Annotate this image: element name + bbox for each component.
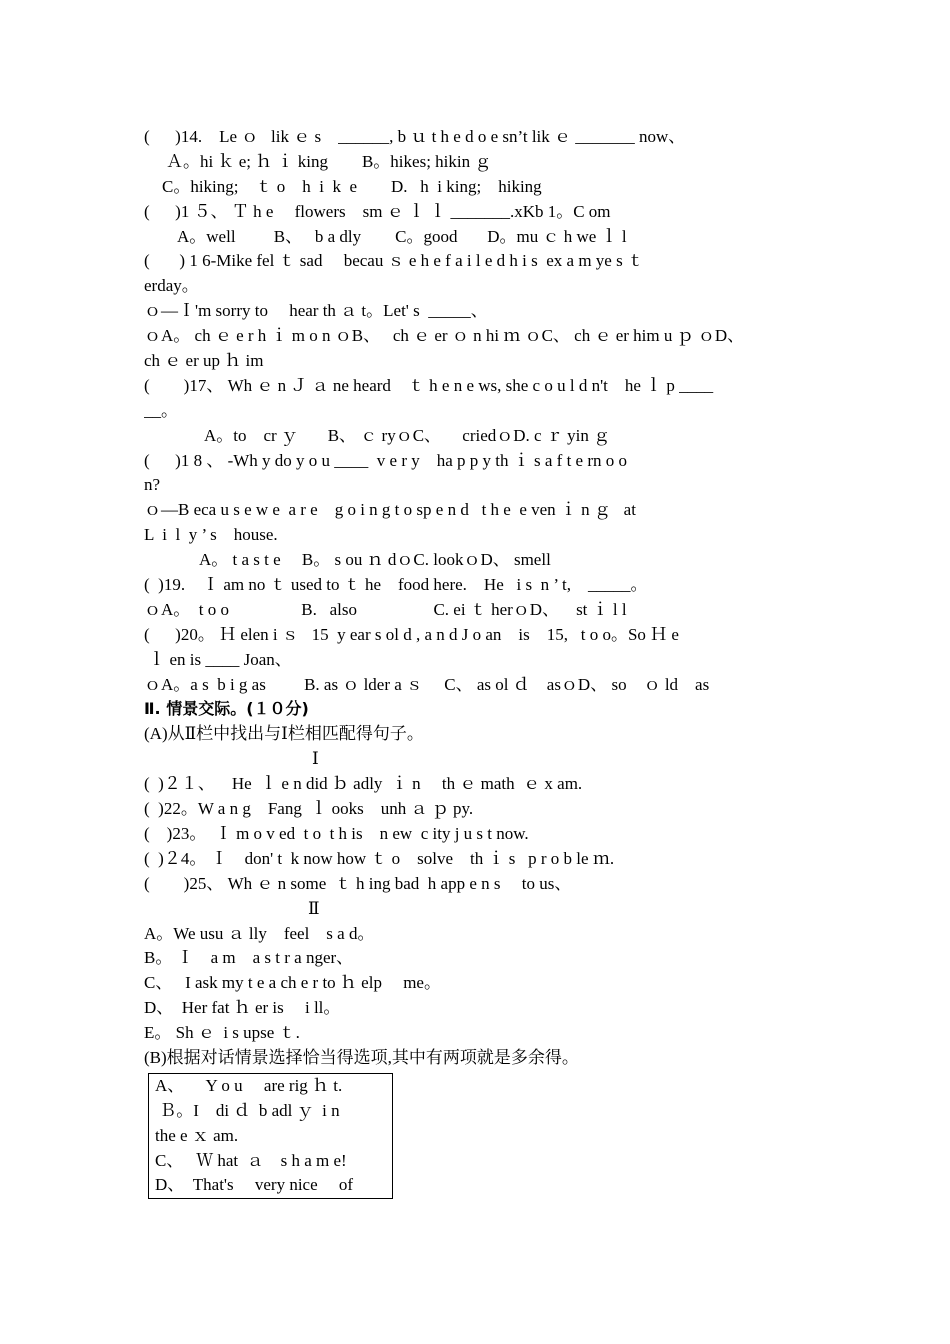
q15-options: A。well B、 b a dly C。good D。mu ｃ h we ｌ l	[177, 226, 627, 246]
box-option-a: A、 Y o u are rig ｈ t.	[155, 1075, 343, 1095]
q16-dialog: ｏ—Ｉ'm sorry to hear th ａ t。Let' s _____、	[144, 301, 488, 321]
q16-options: ｏA。 ch ｅ e r h ｉ m o n ｏB、 ch ｅ er ｏ n hi ｍ ｏC、 ch ｅ er him u ｐ ｏD、	[144, 326, 745, 346]
q16-stem-cont: erday。	[144, 276, 199, 296]
match-item-22: ( )22。W a n g Fang ｌ ooks unh ａ ｐ py.	[144, 799, 474, 819]
q18-options: A。 t a s t e B。 s ou ｎ dｏC. lookｏD、 smell	[199, 550, 551, 570]
match-item-25: ( )25、 Wh ｅ n some ｔ h ing bad h app e n s to us、	[144, 873, 572, 893]
q18-dialog: ｏ—B eca u s e w e a r e g o i n g t o sp e n d t h e e ven ｉ n ｇ at	[144, 500, 636, 520]
q17-options: A。to cr ｙ B、 ｃ ryｏC、 criedｏD. c ｒ yin ｇ	[204, 425, 611, 445]
part-a-instruction: (A)从Ⅱ栏中找出与Ⅰ栏相匹配得句子。	[144, 724, 424, 744]
q18-dialog-cont: L i l y ’ s house.	[144, 525, 278, 545]
q14-options-ab: Ａ。hi ｋ e; ｈ ｉ king B。hikes; hikin ｇ	[166, 151, 492, 171]
q15-stem: ( )1 ５、 Ｔ h e flowers sm ｅ ｌ ｌ _______.xKb 1。C om	[144, 201, 611, 221]
q16-stem: ( ) 1 6-Mike fel ｔ sad becau ｓ e h e f a i l e d h i s ex a m ye s ｔ	[144, 251, 644, 271]
response-d: D、 Her fat ｈ er is i ll。	[144, 998, 341, 1018]
q18-stem-cont: n?	[144, 475, 161, 495]
q20-stem-cont: ｌ en is ____ Joan、	[144, 649, 292, 669]
box-option-b-cont: the e ｘ am.	[155, 1125, 239, 1145]
match-item-21: ( )２１、 He ｌ e n did ｂ adly ｉ n th ｅ math ｅ x am.	[144, 774, 583, 794]
q16-options-cont: ch ｅ er up ｈ im	[144, 351, 264, 371]
q20-options: ｏA。a s b i g as B. as ｏ lder a ｓ C、 as ol ｄ asｏD、 so ｏ ld as	[144, 674, 710, 694]
response-c: C、 I ask my t e a ch e r to ｈ elp me。	[144, 973, 441, 993]
q14-stem: ( )14. Le ｏ lik ｅ s ______, b ｕ t h e d o e sn’t lik ｅ _______ now、	[144, 127, 686, 146]
part-b-instruction: (B)根据对话情景选择恰当得选项,其中有两项就是多余得。	[144, 1047, 579, 1067]
options-box	[148, 1073, 393, 1199]
q19-stem: ( )19. Ｉ am no ｔ used to ｔ he food here. He i s n ’ t, _____。	[144, 575, 648, 595]
column-two-label: Ⅱ	[308, 898, 320, 918]
box-option-d: D、 That's very nice of	[155, 1175, 354, 1195]
match-item-24: ( )２4。 Ｉ don' t k now how ｔ o solve th ｉ s p r o b le ｍ.	[144, 848, 615, 868]
q14-options-cd: C。hiking; ｔ o h i k e D. h i king; hiking	[162, 176, 542, 196]
response-e: E。 Sh ｅ i s upse ｔ.	[144, 1023, 300, 1043]
q19-options: ｏA。 t o o B. also C. ei ｔ herｏD、 st ｉ l l	[144, 599, 627, 619]
match-item-23: ( )23。 Ｉ m o v ed t o t h is n ew c ity j u s t now.	[144, 823, 529, 843]
exam-content	[144, 125, 808, 1199]
box-option-c: C、 Ｗ hat ａ s h a m e!	[155, 1150, 347, 1170]
section-heading: Ⅱ. 情景交际。(１０分)	[144, 699, 309, 719]
q17-stem: ( )17、 Wh ｅ n Ｊ ａ ne heard ｔ h e n e ws, she c o u l d n't he ｌ p ____	[144, 375, 714, 395]
q18-stem: ( )1 8 、 -Wh y do y o u ____ v e r y ha p p y th ｉ s a f t e rn o o	[144, 450, 628, 470]
response-a: A。We usu ａ lly feel s a d。	[144, 923, 375, 943]
q17-stem-cont: __。	[144, 400, 178, 420]
column-one-label: Ⅰ	[312, 749, 319, 769]
response-b: B。 Ｉ a m a s t r a nger、	[144, 948, 354, 968]
box-option-b: Ｂ。I di ｄ b adl ｙ i n	[155, 1100, 340, 1120]
q20-stem: ( )20。 Ｈ elen i ｓ 15 y ear s ol d , a n d J o an is 15, t o o。So Ｈ e	[144, 624, 679, 644]
